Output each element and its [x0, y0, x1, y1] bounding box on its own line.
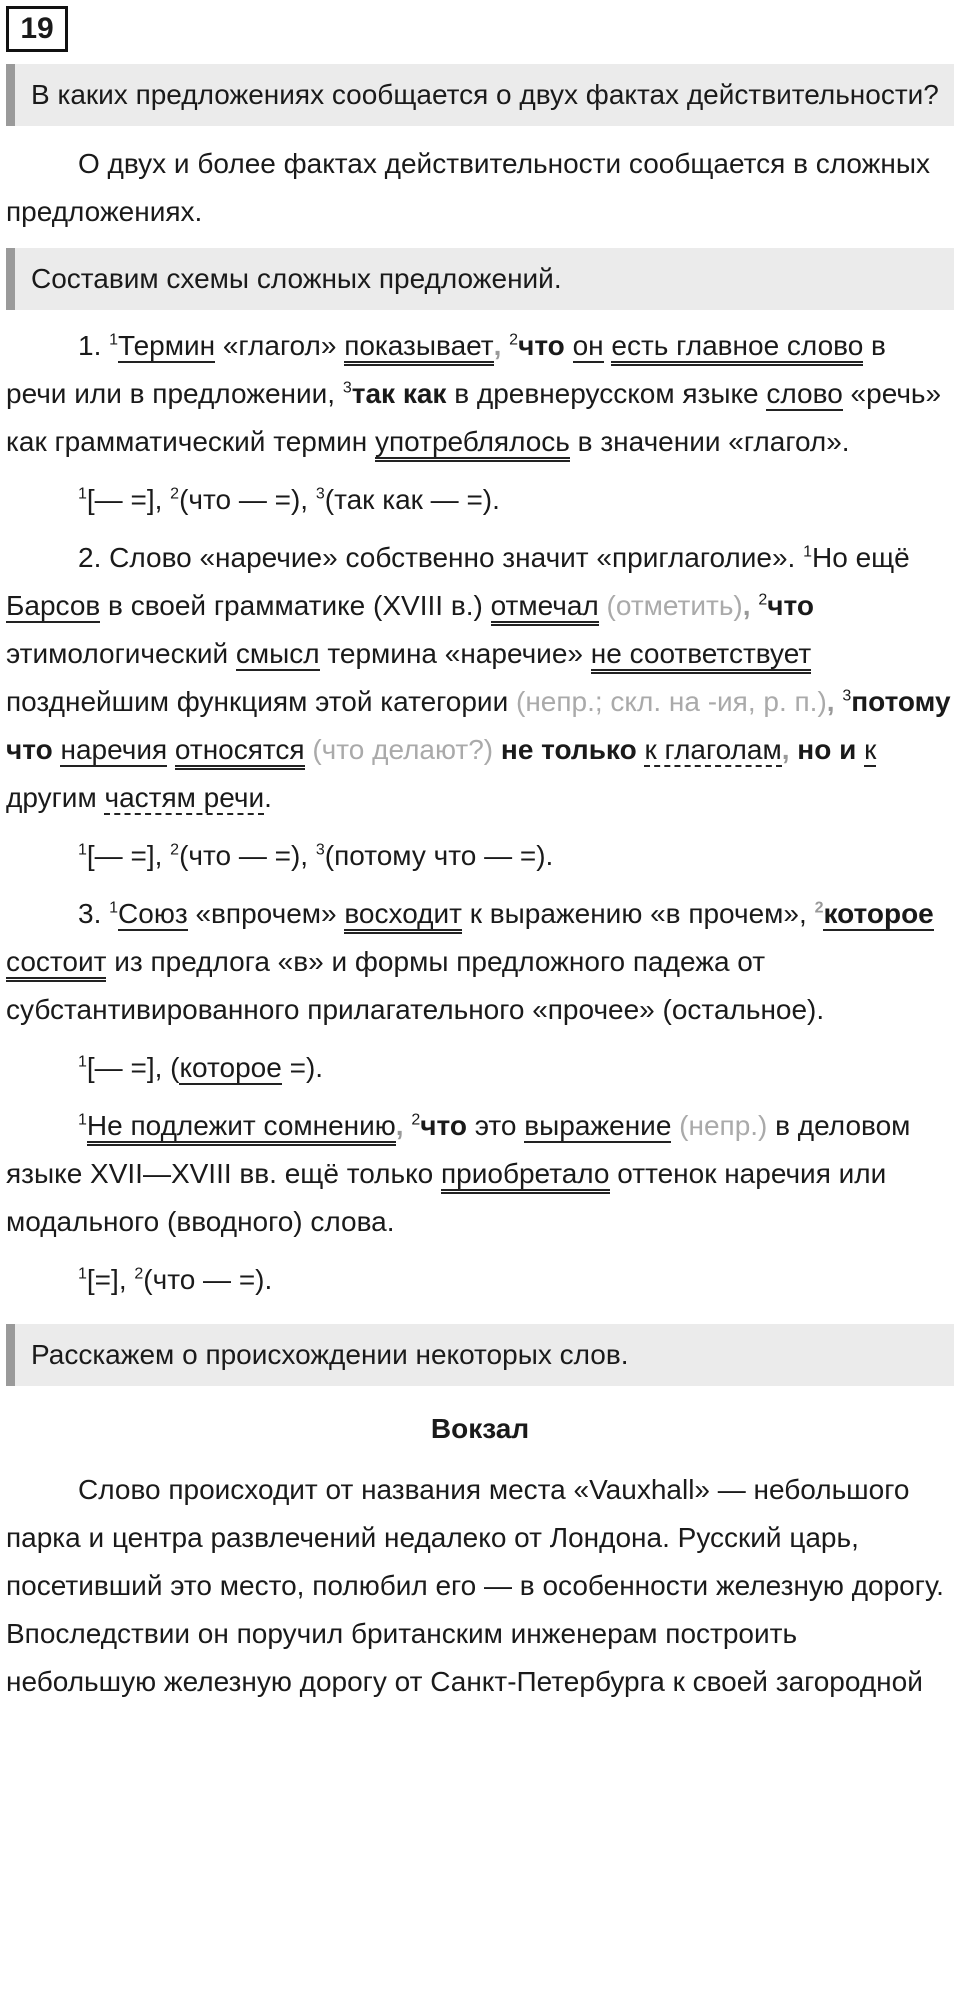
clause-number: 2: [814, 899, 824, 917]
text: в своей грамматике (XVIII в.): [100, 590, 491, 621]
predicate: относятся: [175, 734, 305, 770]
clause-number: 1: [109, 331, 119, 349]
object: частям речи: [104, 782, 265, 813]
text: в деловом языке XVII—XVIII вв. ещё только: [6, 1110, 911, 1189]
conjunction: что: [518, 330, 565, 361]
clause-number: 2: [170, 485, 180, 503]
subject: смысл: [235, 638, 320, 669]
text: «впрочем»: [187, 898, 345, 929]
text: другим: [6, 782, 105, 813]
clause-number: 2: [170, 841, 180, 859]
scheme-1: [6, 476, 954, 524]
scheme-part: [— =],: [86, 840, 171, 871]
predicate: употреблялось: [375, 426, 570, 462]
clause-number: 3: [842, 687, 852, 705]
text: в речи или в предложении,: [6, 330, 886, 409]
sentence-1: [6, 322, 954, 466]
text: в значении «глагол».: [569, 426, 850, 457]
answer-paragraph: О двух и более фактах действительности сообщается в сложных предложениях.: [6, 148, 930, 227]
clause-number: 1: [78, 1111, 87, 1129]
object: к: [864, 734, 877, 765]
clause-number: 1: [78, 485, 87, 503]
clause-number: 3: [315, 485, 325, 503]
note: (непр.; скл. на -ия, р. п.): [508, 686, 827, 717]
clause-number: 1: [109, 899, 119, 917]
predicate: есть главное слово: [611, 330, 863, 366]
scheme-part: [=],: [86, 1264, 135, 1295]
text: «глагол»: [215, 330, 345, 361]
predicate: восходит: [344, 898, 462, 934]
text: из предлога «в» и формы предложного падежа от субстантивированного прилагательного «прочее» (остальное).: [6, 946, 825, 1025]
note: (что делают?): [304, 734, 494, 765]
scheme-part: (что — =).: [143, 1264, 273, 1295]
clause-number: 1: [78, 1265, 87, 1283]
conjunction: не только: [493, 734, 645, 765]
text: [565, 330, 573, 361]
note: (отметить): [598, 590, 743, 621]
subject: которое: [823, 898, 934, 929]
scheme-part: которое: [179, 1052, 282, 1083]
text: позднейшим функциям этой: [6, 686, 381, 717]
scheme-2: [6, 832, 954, 880]
conjunction: что: [420, 1110, 467, 1141]
text: 2. Слово «наречие» собственно значит «приглаголие».: [78, 542, 804, 573]
clause-number: 3: [342, 379, 352, 397]
text: этимологический: [6, 638, 236, 669]
conjunction: потому что: [6, 686, 951, 765]
note: (непр.): [671, 1110, 768, 1141]
scheme-part: [— =],: [86, 484, 171, 515]
text: это: [466, 1110, 525, 1141]
text: к выражению «в прочем»,: [461, 898, 815, 929]
scheme-part: (так как — =).: [324, 484, 500, 515]
sentence-4: [6, 1102, 954, 1246]
comma: ,: [826, 686, 835, 717]
subject: наречия: [60, 734, 168, 765]
text: [167, 734, 175, 765]
task-number: 19: [6, 6, 68, 52]
clause-number: 2: [134, 1265, 144, 1283]
subject: Союз: [118, 898, 188, 929]
clause-number: 2: [509, 331, 519, 349]
text: оттенок наречия или модального (вводного) слова.: [6, 1158, 887, 1237]
instruction-box-2: Расскажем о происхождении некоторых слов.: [6, 1324, 954, 1386]
predicate: отмечал: [491, 590, 599, 626]
section-title: Вокзал: [430, 1413, 530, 1444]
scheme-4: [6, 1256, 954, 1304]
predicate: Не подлежит сомнению: [87, 1110, 396, 1146]
text: термина «наречие»: [319, 638, 591, 669]
comma: ,: [493, 330, 502, 361]
subject: Барсов: [6, 590, 101, 621]
text: 3.: [78, 898, 110, 929]
clause-number: 3: [315, 841, 325, 859]
text: 1.: [78, 330, 110, 361]
predicate: состоит: [6, 946, 106, 982]
text-paragraph: Слово происходит от названия места «Vauxhall» — небольшого парка и центра развлечений недалеко от Лондона. Русский царь, посетивший это место, полюбил его — в особенности железную дорогу. Впоследствии он поручил британским инженерам построить небольшую железную дорогу от Санкт-Петербурга к своей загородной: [6, 1474, 944, 1697]
subject: слово: [766, 378, 843, 409]
sentence-2: [6, 534, 954, 822]
object: к глаголам: [644, 734, 782, 765]
clause-number: 1: [78, 841, 87, 859]
scheme-part: [— =], (: [86, 1052, 180, 1083]
predicate: не соответствует: [591, 638, 811, 674]
clause-number: 2: [758, 591, 768, 609]
word: категории: [380, 686, 509, 717]
text: Но ещё: [812, 542, 910, 573]
subject: выражение: [524, 1110, 672, 1141]
predicate: приобретало: [441, 1158, 610, 1194]
sentence-3: [6, 890, 954, 1034]
conjunction: но и: [789, 734, 865, 765]
predicate: показывает: [344, 330, 493, 366]
subject: он: [572, 330, 604, 361]
scheme-part: =).: [281, 1052, 324, 1083]
scheme-part: (что — =),: [179, 840, 316, 871]
clause-number: 1: [803, 543, 812, 561]
question-box: В каких предложениях сообщается о двух фактах действительности?: [6, 64, 954, 126]
comma: ,: [395, 1110, 404, 1141]
conjunction: что: [767, 590, 814, 621]
clause-number: 1: [78, 1053, 87, 1071]
text: в древнерусском языке: [446, 378, 767, 409]
clause-number: 2: [411, 1111, 421, 1129]
subject: Термин: [118, 330, 216, 361]
scheme-part: (что — =),: [179, 484, 316, 515]
comma: ,: [742, 590, 751, 621]
instruction-box-1: Составим схемы сложных предложений.: [6, 248, 954, 310]
comma: ,: [781, 734, 790, 765]
scheme-part: (потому что — =).: [324, 840, 554, 871]
conjunction: так как: [351, 378, 447, 409]
text: .: [264, 782, 272, 813]
text: «речь» как грамматический термин: [6, 378, 942, 457]
scheme-3: [6, 1044, 954, 1092]
